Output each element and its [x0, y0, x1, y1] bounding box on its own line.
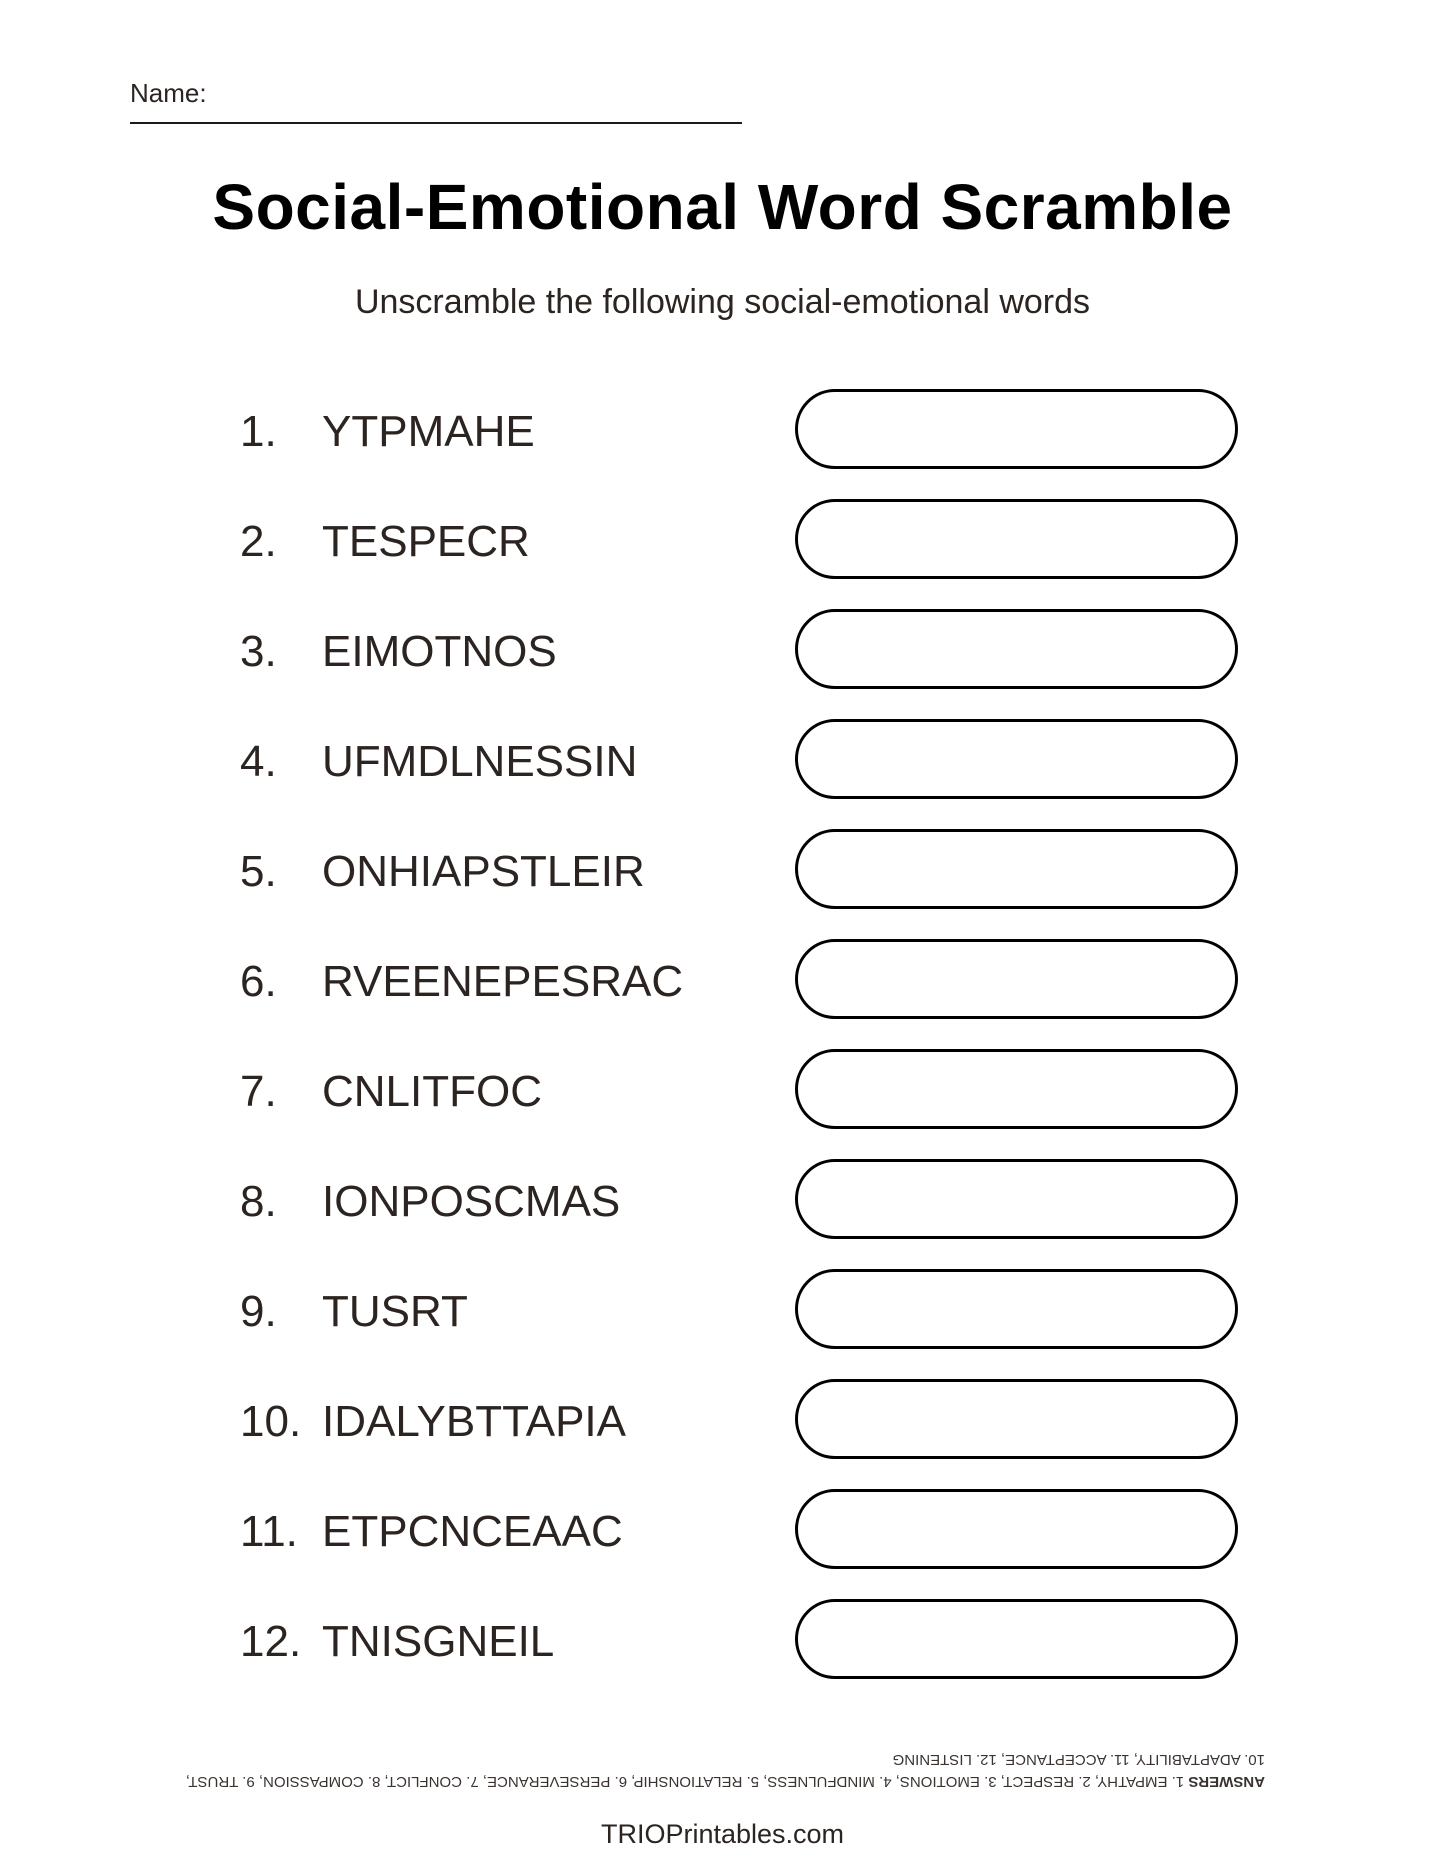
scrambled-word: IDALYBTTAPIA	[322, 1397, 627, 1446]
scrambled-word: IONPOSCMAS	[322, 1177, 621, 1226]
scramble-item	[0, 1049, 1445, 1129]
answer-box[interactable]	[795, 609, 1238, 689]
answer-key-label: ANSWERS	[1188, 1773, 1265, 1790]
answer-box[interactable]	[795, 1489, 1238, 1569]
answer-box[interactable]	[795, 1049, 1238, 1129]
scramble-item	[0, 609, 1445, 689]
answer-box[interactable]	[795, 1599, 1238, 1679]
scrambled-word: TUSRT	[322, 1287, 468, 1336]
scrambled-word: CNLITFOC	[322, 1067, 542, 1116]
answer-box[interactable]	[795, 719, 1238, 799]
answer-box[interactable]	[795, 1159, 1238, 1239]
item-number: 3.	[240, 627, 277, 676]
item-number: 4.	[240, 737, 277, 786]
item-number: 7.	[240, 1067, 277, 1116]
item-number: 2.	[240, 517, 277, 566]
answer-key-text: 1. EMPATHY, 2. RESPECT, 3. EMOTIONS, 4. MINDFULNESS, 5. RELATIONSHIP, 6. PERSEVERANCE, 7. CONFLICT, 8. COMPASSION, 9. TRUST, 10. ADAPTABILITY, 11. ACCEPTANCE, 12. LISTENING	[185, 1751, 1265, 1790]
scrambled-word: ETPCNCEAAC	[322, 1507, 623, 1556]
scramble-item	[0, 1489, 1445, 1569]
scramble-item	[0, 1269, 1445, 1349]
scrambled-word: EIMOTNOS	[322, 627, 557, 676]
answer-box[interactable]	[795, 1379, 1238, 1459]
answer-box[interactable]	[795, 389, 1238, 469]
item-number: 9.	[240, 1287, 277, 1336]
page-title: Social-Emotional Word Scramble	[212, 171, 1233, 243]
item-number: 6.	[240, 957, 277, 1006]
scramble-item	[0, 1379, 1445, 1459]
scrambled-word: YTPMAHE	[322, 407, 535, 456]
scramble-item	[0, 499, 1445, 579]
item-number: 8.	[240, 1177, 277, 1226]
answer-box[interactable]	[795, 1269, 1238, 1349]
scrambled-word: ONHIAPSTLEIR	[322, 847, 645, 896]
item-number: 1.	[240, 407, 277, 456]
answer-box[interactable]	[795, 829, 1238, 909]
page-subtitle: Unscramble the following social-emotional words	[354, 283, 1091, 321]
item-number: 5.	[240, 847, 277, 896]
scramble-item	[0, 389, 1445, 469]
answer-key	[180, 1748, 1265, 1792]
scramble-item	[0, 939, 1445, 1019]
scramble-item	[0, 1599, 1445, 1679]
scrambled-word: TESPECR	[322, 517, 530, 566]
name-label: Name:	[130, 78, 207, 108]
footer-site-link: TRIOPrintables.com	[600, 1819, 845, 1849]
item-number: 10.	[240, 1397, 302, 1446]
scrambled-word: RVEENEPESRAC	[322, 957, 684, 1006]
item-number: 12.	[240, 1617, 302, 1666]
scramble-item	[0, 719, 1445, 799]
answer-box[interactable]	[795, 939, 1238, 1019]
scramble-item	[0, 1159, 1445, 1239]
item-number: 11.	[240, 1507, 298, 1556]
scrambled-word: TNISGNEIL	[322, 1617, 555, 1666]
answer-box[interactable]	[795, 499, 1238, 579]
scrambled-word: UFMDLNESSIN	[322, 737, 638, 786]
scramble-item	[0, 829, 1445, 909]
